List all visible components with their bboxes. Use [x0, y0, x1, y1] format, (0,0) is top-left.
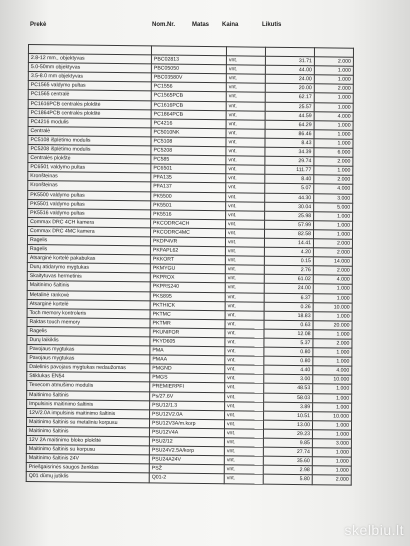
cell-price: 0.80 [264, 347, 313, 357]
cell-price: 0.26 [264, 302, 313, 312]
cell-name: Commax DRC 4CH kamera [28, 217, 151, 227]
cell-unit: vnt. [225, 301, 264, 311]
cell-unit: vnt. [225, 292, 264, 302]
cell-qty: 1.000 [314, 139, 353, 149]
cell-unit: vnt. [224, 447, 263, 457]
cell-price: 2.76 [264, 265, 313, 275]
cell-unit: vnt. [226, 83, 265, 93]
cell-qty: 6.000 [314, 148, 353, 158]
cell-name: PC1565 valdymo pultas [28, 81, 151, 91]
cell-code: PK5516 [151, 210, 226, 220]
cell-qty: 4.000 [314, 111, 353, 121]
cell-name: Ragelis [27, 235, 150, 245]
cell-code: PMGND [150, 364, 225, 374]
cell-name: Impulsinis maitinimo šaltinis [27, 399, 150, 409]
cell-price: 6.37 [264, 293, 313, 303]
cell-qty: 1.000 [313, 284, 352, 294]
cell-qty: 1.000 [312, 466, 351, 476]
cell-price: 12.08 [264, 329, 313, 339]
cell-qty: 1.000 [312, 421, 351, 431]
cell-qty: 4.000 [314, 184, 353, 194]
cell-unit: vnt. [226, 156, 265, 166]
cell-name: Kronšteinas [28, 172, 151, 182]
cell-code: PMAA [150, 355, 225, 365]
cell-name: 3.5-8.0 mm objektyvas [28, 72, 151, 82]
cell-unit: vnt. [225, 256, 264, 266]
cell-price: 4.40 [264, 365, 313, 375]
cell-price: 3.89 [264, 402, 313, 412]
cell-qty: 1.000 [313, 348, 352, 358]
header-qty: Likutis [262, 22, 282, 28]
cell-qty: 1.000 [313, 384, 352, 394]
cell-name: 2.8-12 mm., objektyvas [28, 54, 151, 64]
cell-price: 4.20 [264, 247, 313, 257]
cell-price: 64.29 [265, 120, 314, 130]
header-name: Prekė [30, 22, 47, 28]
cell-name: PC4216 modulis [28, 117, 151, 127]
cell-qty: 1.000 [314, 75, 353, 85]
cell-name: Commax DRC 4MC kamera [27, 226, 150, 236]
cell-unit: vnt. [226, 56, 265, 66]
cell-unit: vnt. [225, 410, 264, 420]
cell-unit [226, 47, 265, 57]
cell-qty: 10.000 [313, 375, 352, 385]
cell-unit: vnt. [226, 92, 265, 102]
cell-qty: 20.000 [313, 321, 352, 331]
cell-code: Ps/27.6V [150, 391, 225, 401]
cell-code: PC6501 [151, 164, 226, 174]
cell-unit: vnt. [225, 365, 264, 375]
cell-unit: vnt. [225, 374, 264, 384]
cell-name: Dalelinis pavojaus mygtukas nedaužomas [27, 363, 150, 373]
cell-name: Pavojaus mygtukas [27, 354, 150, 364]
cell-qty: 14.000 [313, 257, 352, 267]
cell-qty: 2.000 [314, 175, 353, 185]
cell-price: 8.43 [265, 138, 314, 148]
cell-price: 0.63 [264, 320, 313, 330]
cell-name: PC6501 valdymo pultas [28, 163, 151, 173]
cell-unit: vnt. [226, 165, 265, 175]
cell-name: PC5108 išplėtimo modulis [28, 135, 151, 145]
cell-unit: vnt. [225, 310, 264, 320]
cell-name: Atsarginė kortelė [27, 299, 150, 309]
cell-name: Metalinė rankovė [27, 290, 150, 300]
cell-code: PKUNIFOR [150, 328, 225, 338]
cell-qty: 2.000 [313, 266, 352, 276]
cell-price: 57.99 [265, 220, 314, 230]
cell-price: 5.80 [263, 475, 312, 485]
cell-name: 12V/2.0A impulsinis maitinimo šaltinis [27, 408, 150, 418]
cell-price: 35.60 [263, 456, 312, 466]
cell-price: 111.77 [265, 165, 314, 175]
cell-name: Stiklukas EN54 [27, 372, 150, 382]
cell-name: Maitinimo šaltinis 24V [26, 454, 149, 464]
cell-unit: vnt. [224, 420, 263, 430]
cell-code: PKDP4VR [150, 237, 225, 247]
cell-price: 14.41 [264, 238, 313, 248]
watermark: skelbiu.lt [344, 522, 404, 538]
cell-qty: 1.000 [313, 311, 352, 321]
cell-code: PSU24V2.5A/korp [149, 446, 224, 456]
cell-unit: vnt. [226, 138, 265, 148]
cell-price: 44.30 [265, 193, 314, 203]
cell-price: 0.15 [264, 256, 313, 266]
cell-name: Texecom atmušimo modulis [27, 381, 150, 391]
cell-qty: 1.000 [314, 120, 353, 130]
cell-unit: vnt. [224, 474, 263, 484]
cell-code: PFA135 [151, 173, 226, 183]
cell-qty: 1.000 [313, 293, 352, 303]
cell-price: 0.80 [264, 356, 313, 366]
cell-qty: 1.000 [314, 130, 353, 140]
cell-unit: vnt. [226, 220, 265, 230]
cell-price: 82.58 [264, 229, 313, 239]
cell-price: 29.23 [263, 429, 312, 439]
cell-name: Centralė [28, 126, 151, 136]
cell-code: PKFAPL62 [150, 246, 225, 256]
cell-code: PKYD605 [150, 337, 225, 347]
cell-code: PFA137 [151, 182, 226, 192]
cell-name: PC1864PCB centralės plokštė [28, 108, 151, 118]
cell-name: 5.0-50mm objektyvas [28, 63, 151, 73]
cell-code: PK5501 [151, 200, 226, 210]
inventory-table [26, 44, 354, 485]
cell-name: PK5516 valdymo pultas [28, 208, 151, 218]
cell-unit: vnt. [225, 392, 264, 402]
cell-unit: vnt. [226, 74, 265, 84]
cell-qty: 1.000 [314, 211, 353, 221]
cell-name: Toch memory kontroleris [27, 308, 150, 318]
header-price: Kaina [222, 22, 239, 28]
cell-qty: 3.000 [312, 439, 351, 449]
cell-price: 44.59 [265, 111, 314, 121]
cell-price: 58.03 [264, 393, 313, 403]
cell-unit: vnt. [225, 320, 264, 330]
cell-qty: 1.000 [313, 393, 352, 403]
cell-name: PC1565 centralė [28, 90, 151, 100]
cell-unit: vnt. [226, 147, 265, 157]
cell-name: Maitinimo šaltinis [27, 281, 150, 291]
cell-name: Ragelis [27, 245, 150, 255]
cell-qty: 2.000 [314, 157, 353, 167]
cell-unit: vnt. [226, 101, 265, 111]
cell-code: PKPROX [150, 273, 225, 283]
cell-code: PC5108 [151, 137, 226, 147]
cell-unit: vnt. [225, 329, 264, 339]
cell-unit: vnt. [225, 247, 264, 257]
cell-code: PKTHICK [150, 301, 225, 311]
cell-qty: 1.000 [312, 457, 351, 467]
cell-code: PKCODRC4CH [151, 219, 226, 229]
cell-price: 24.00 [264, 284, 313, 294]
cell-price: 31.71 [265, 56, 314, 66]
cell-code: PSŽ [149, 464, 224, 474]
cell-name: Durų laikiklis [27, 335, 150, 345]
cell-code: PBC05050 [151, 64, 226, 74]
cell-unit: vnt. [226, 183, 265, 193]
cell-name: Kronšteinas [28, 181, 151, 191]
cell-unit: vnt. [225, 401, 264, 411]
cell-unit: vnt. [224, 456, 263, 466]
cell-price: 9.85 [263, 438, 312, 448]
cell-name: Pavojaus mygtukas [27, 345, 150, 355]
header-unit: Matas [192, 22, 210, 28]
cell-unit: vnt. [226, 65, 265, 75]
cell-price: 62.17 [265, 93, 314, 103]
cell-code: PMA [150, 346, 225, 356]
cell-name: Raktas touch memory [27, 317, 150, 327]
cell-code: PKTMC [150, 310, 225, 320]
cell-name: Maitinimo šaltinis su korpusu [26, 445, 149, 455]
cell-code: PSU12V3A/m.korp [149, 419, 224, 429]
cell-qty: 1.000 [313, 402, 352, 412]
cell-price: 25.98 [265, 211, 314, 221]
cell-unit: vnt. [225, 265, 264, 275]
cell-unit: vnt. [225, 347, 264, 357]
cell-code: PSU12V2.0A [150, 410, 225, 420]
cell-qty: 1.000 [314, 66, 353, 76]
cell-name: PC5208 išplėtimo modulis [28, 145, 151, 155]
cell-code: PC1556 [151, 82, 226, 92]
cell-price: 10.51 [264, 411, 313, 421]
cell-code: PC5208 [151, 146, 226, 156]
cell-price: 2.98 [263, 465, 312, 475]
cell-code: PC5010NK [151, 128, 226, 138]
cell-code: PBC02813 [151, 55, 226, 65]
cell-code: PKTMR [150, 319, 225, 329]
cell-name: Skaitytuvas hermetinis [27, 272, 150, 282]
cell-code: Q01-2 [149, 473, 224, 483]
cell-code: PKS895 [150, 291, 225, 301]
cell-qty: 10.000 [313, 302, 352, 312]
cell-qty: 5.000 [314, 202, 353, 212]
cell-price: 25.57 [265, 102, 314, 112]
cell-code: PKMYGU [150, 264, 225, 274]
cell-price: 86.46 [265, 129, 314, 139]
cell-qty: 1.000 [314, 93, 353, 103]
cell-name: Durų atidarymo mygtukas [27, 263, 150, 273]
cell-code: PC585 [151, 155, 226, 165]
cell-qty: 2.000 [314, 57, 353, 67]
cell-code: PREMIERPFI [150, 382, 225, 392]
cell-price: 61.02 [264, 275, 313, 285]
cell-unit: vnt. [225, 383, 264, 393]
cell-name: Ragelis [27, 326, 150, 336]
cell-price: 8.40 [265, 175, 314, 185]
cell-name: PK5501 valdymo pultas [28, 199, 151, 209]
cell-code: PBC03580V [151, 73, 226, 83]
cell-qty: 10.000 [313, 411, 352, 421]
cell-name: Atsarginė kortelė pakabukas [27, 254, 150, 264]
cell-unit: vnt. [225, 283, 264, 293]
cell-qty: 4.000 [313, 366, 352, 376]
cell-code: PKCODRC4MC [150, 228, 225, 238]
cell-qty [314, 48, 353, 58]
cell-qty: 4.000 [313, 275, 352, 285]
cell-name: Maitinimo šaltinis [27, 390, 150, 400]
cell-price: 48.53 [264, 384, 313, 394]
cell-price: 34.39 [265, 147, 314, 157]
cell-name: Q01 dūmų jutiklis [26, 472, 149, 482]
cell-price: 27.74 [263, 447, 312, 457]
cell-name: Centralės plokštė [28, 154, 151, 164]
cell-code: PC1616PCB [151, 100, 226, 110]
cell-unit: vnt. [224, 429, 263, 439]
cell-unit: vnt. [225, 229, 264, 239]
cell-unit: vnt. [226, 110, 265, 120]
cell-unit: vnt. [226, 201, 265, 211]
cell-qty: 1.000 [312, 430, 351, 440]
cell-qty: 2.000 [313, 248, 352, 258]
cell-code: PK5500 [151, 191, 226, 201]
cell-code: PKKORT [150, 255, 225, 265]
cell-unit: vnt. [225, 238, 264, 248]
cell-qty: 1.000 [314, 221, 353, 231]
cell-code: PSU12/1.3 [150, 401, 225, 411]
cell-qty: 1.000 [314, 102, 353, 112]
cell-name: Maitinimo šaltinis su metaliniu korpusu [26, 417, 149, 427]
cell-unit: vnt. [224, 438, 263, 448]
cell-unit: vnt. [226, 129, 265, 139]
cell-qty: 2.000 [313, 239, 352, 249]
cell-price: 5.07 [265, 184, 314, 194]
cell-name: Priešgaisrinės saugos ženklas [26, 463, 149, 473]
cell-code: PMGS [150, 373, 225, 383]
cell-price: 30.04 [265, 202, 314, 212]
cell-unit: vnt. [225, 338, 264, 348]
cell-price: 44.00 [265, 65, 314, 75]
cell-qty: 2.000 [312, 475, 351, 485]
cell-price: 29.74 [265, 156, 314, 166]
cell-qty: 1.000 [312, 448, 351, 458]
cell-unit: vnt. [225, 356, 264, 366]
cell-code: PC1565PCB [151, 91, 226, 101]
cell-code: PKPRS240 [150, 282, 225, 292]
cell-qty: 3.000 [314, 193, 353, 203]
cell-code: PC1864PCB [151, 110, 226, 120]
cell-qty: 1.000 [313, 230, 352, 240]
cell-code: PSU24A24V [149, 455, 224, 465]
cell-code: PSU12V4A [149, 428, 224, 438]
cell-unit: vnt. [225, 274, 264, 284]
cell-qty: 1.000 [313, 357, 352, 367]
cell-name: Maitinimo šaltinis [26, 426, 149, 436]
cell-unit: vnt. [224, 465, 263, 475]
cell-price: 5.37 [264, 338, 313, 348]
header-code: Nom.Nr. [152, 22, 176, 28]
cell-unit: vnt. [226, 174, 265, 184]
cell-name: 12V 2A maitinimo bloko plokštė [26, 436, 149, 446]
cell-price: 20.00 [265, 84, 314, 94]
cell-price: 24.00 [265, 74, 314, 84]
cell-qty: 2.000 [313, 339, 352, 349]
cell-qty: 1.000 [313, 330, 352, 340]
cell-price: 18.83 [264, 311, 313, 321]
cell-unit: vnt. [226, 192, 265, 202]
cell-price: 13.00 [263, 420, 312, 430]
cell-code: PC4216 [151, 119, 226, 129]
cell-unit: vnt. [226, 119, 265, 129]
cell-qty: 1.000 [314, 166, 353, 176]
cell-unit: vnt. [226, 210, 265, 220]
cell-code: PSU2/12 [149, 437, 224, 447]
cell-qty: 2.000 [314, 84, 353, 94]
cell-price: 3.00 [264, 375, 313, 385]
cell-name: PC1616PCB centralės plokštė [28, 99, 151, 109]
cell-name: PK5500 valdymo pultas [28, 190, 151, 200]
